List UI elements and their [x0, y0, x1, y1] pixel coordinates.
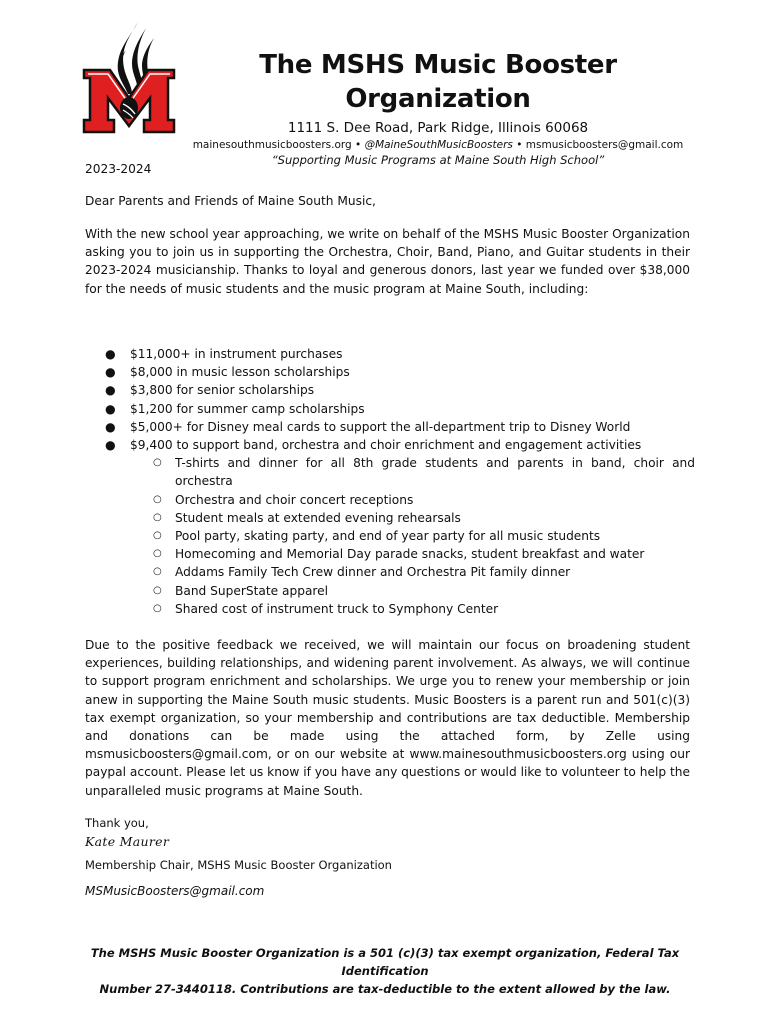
- tagline: “Supporting Music Programs at Maine South High School”: [271, 153, 605, 167]
- school-year: 2023-2024: [85, 162, 152, 176]
- m-flame-logo-icon: [80, 20, 178, 140]
- contact-line: [180, 138, 696, 152]
- letterhead: [180, 48, 696, 168]
- list-item: ● $5,000+ for Disney meal cards to support the all-department trip to Disney World: [85, 418, 695, 436]
- list-item: ● $3,800 for senior scholarships: [85, 381, 695, 399]
- organization-address: 1111 S. Dee Road, Park Ridge, Illinois 60068: [287, 120, 589, 136]
- closing-salutation: Thank you,: [85, 816, 149, 830]
- sub-list-item: ○ Orchestra and choir concert receptions: [85, 491, 695, 509]
- circle-bullet-icon: ○: [153, 493, 162, 505]
- maine-south-m-flame-logo: [80, 20, 178, 140]
- social-handle: @MaineSouthMusicBoosters: [364, 139, 513, 151]
- bullet-icon: ●: [105, 401, 116, 416]
- bullet-icon: ●: [105, 347, 116, 361]
- sub-list-item: ○ Homecoming and Memorial Day parade snacks, student breakfast and water: [85, 545, 695, 563]
- organization-name: The MSHS Music Booster Organization: [259, 50, 617, 114]
- sub-list-item: ○ Pool party, skating party, and end of year party for all music students: [85, 527, 695, 545]
- circle-bullet-icon: ○: [153, 602, 162, 614]
- list-item: ● $8,000 in music lesson scholarships: [85, 363, 695, 381]
- footer-disclaimer: [70, 944, 700, 998]
- circle-bullet-icon: ○: [153, 511, 162, 523]
- bullet-icon: ●: [105, 383, 116, 398]
- sub-list-item: ○ Shared cost of instrument truck to Symphony Center: [85, 600, 695, 618]
- separator-dot: •: [516, 139, 523, 151]
- greeting: Dear Parents and Friends of Maine South Music,: [85, 194, 376, 208]
- circle-bullet-icon: ○: [153, 584, 162, 596]
- website-text: mainesouthmusicboosters.org: [192, 139, 352, 151]
- sub-list-item: ○ T-shirts and dinner for all 8th grade students and parents in band, choir and orchestra: [153, 456, 695, 489]
- signature: Kate Maurer: [85, 834, 170, 849]
- header-email: msmusicboosters@gmail.com: [525, 139, 684, 151]
- circle-bullet-icon: ○: [153, 530, 162, 542]
- enrichment-sublist: [130, 454, 695, 618]
- bullet-icon: ●: [105, 365, 116, 380]
- list-item: ● $1,200 for summer camp scholarships: [85, 400, 695, 418]
- list-item: ● $9,400 to support band, orchestra and choir enrichment and engagement activities ○ T-shirts and dinner for all 8th grade students and parents in band, choir and orchestra ○ Orchestra and choir concert receptions ○ Student meals at extended evening rehearsals ○ Pool party, skating party, and end of year party for all music students ○ Homecoming and Memorial Day parade snacks, student breakfast and water ○ Addams Family Tech Crew dinner and Orchestra Pit family dinner ○ Band SuperState apparel ○ Shared cost of instrument truck to Symphony Center: [85, 436, 695, 618]
- intro-paragraph: With the new school year approaching, we write on behalf of the MSHS Music Booster Organization asking you to join us in supporting the Orchestra, Choir, Band, Piano, and Guitar students in their 2023-2024 musicianship. Thanks to loyal and generous donors, last year we funded over $38,000 for the needs of music students and the music program at Maine South, including:: [85, 227, 690, 296]
- closing-paragraph: Due to the positive feedback we received, we will maintain our focus on broadening student experiences, building relationships, and widening parent involvement. As always, we will continue to support program enrichment and scholarships. We urge you to renew your membership or join anew in supporting the Maine South music students. Music Boosters is a parent run and 501(c)(3) tax exempt organization, so your membership and contributions are tax deductible. Membership and donations can be made using the attached form, by Zelle using msmusicboosters@gmail.com, or on our website at www.mainesouthmusicboosters.org using our paypal account. Please let us know if you have any questions or would like to volunteer to help the unparalleled music programs at Maine South.: [85, 638, 690, 798]
- bullet-icon: ●: [105, 438, 116, 453]
- footer-line: The MSHS Music Booster Organization is a 501 (c)(3) tax exempt organization, Federal Tax Identification: [90, 946, 680, 978]
- sub-list-item: ○ Band SuperState apparel: [85, 582, 695, 600]
- footer-line: Number 27-3440118. Contributions are tax-deductible to the extent allowed by the law.: [99, 982, 671, 996]
- sub-list-item: ○ Addams Family Tech Crew dinner and Orchestra Pit family dinner: [85, 563, 695, 581]
- funding-list: [85, 345, 695, 618]
- contact-email: MSMusicBoosters@gmail.com: [85, 884, 265, 898]
- list-item: ● $11,000+ in instrument purchases: [85, 345, 695, 363]
- separator-dot: •: [355, 139, 362, 151]
- circle-bullet-icon: ○: [153, 548, 162, 560]
- bullet-icon: ●: [105, 419, 116, 434]
- circle-bullet-icon: ○: [153, 457, 162, 469]
- sub-list-item: ○ Student meals at extended evening rehearsals: [85, 509, 695, 527]
- circle-bullet-icon: ○: [153, 566, 162, 578]
- signer-title: Membership Chair, MSHS Music Booster Organization: [85, 858, 392, 872]
